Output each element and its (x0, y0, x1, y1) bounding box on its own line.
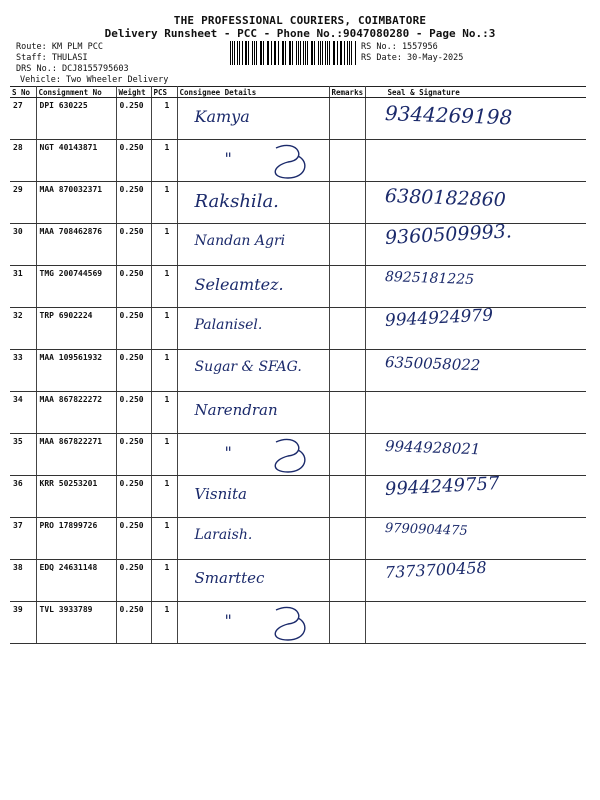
cell-pcs (151, 140, 177, 182)
barcode-bar (307, 41, 308, 65)
barcode-bar (230, 41, 231, 65)
signature-handwriting: 6350058022 (384, 353, 481, 375)
barcode-bar (347, 41, 348, 65)
cell-remarks (329, 98, 365, 140)
cell-consignee (177, 98, 329, 140)
cell-remarks (329, 308, 365, 350)
cell-consignee (177, 350, 329, 392)
table-row (10, 476, 586, 518)
col-pcs-header: PCS (151, 87, 177, 98)
cell-remarks (329, 224, 365, 266)
consignee-handwriting: Narendran (194, 401, 278, 419)
rs-number: RS No.: 1557956 (361, 42, 438, 52)
cell-signature (365, 98, 586, 140)
pcs-value: 1 (164, 479, 170, 488)
cell-pcs (151, 266, 177, 308)
barcode-bar (268, 41, 269, 65)
cell-signature (365, 392, 586, 434)
barcode-bar (263, 41, 264, 65)
drs-number: DRS No.: DCJ8155795603 (16, 64, 129, 74)
cell-consignee (177, 560, 329, 602)
cell-signature (365, 602, 586, 644)
scribble-stroke (275, 439, 305, 472)
cell-consignee (177, 266, 329, 308)
cell-consignee (177, 392, 329, 434)
table-row (10, 602, 586, 644)
pcs-value: 1 (164, 101, 170, 110)
cell-weight: 0.250 (116, 476, 151, 518)
consignee-handwriting: Sugar & SFAG. (194, 359, 302, 375)
cell-consignment-no: MAA 867822272 (36, 392, 116, 434)
cell-sno: 39 (10, 602, 36, 644)
cell-consignment-no: MAA 867822271 (36, 434, 116, 476)
cell-signature (365, 140, 586, 182)
cell-consignment-no: TMG 200744569 (36, 266, 116, 308)
cell-remarks (329, 434, 365, 476)
route-label: Route: KM PLM PCC (16, 42, 103, 52)
pcs-value: 1 (164, 269, 170, 278)
barcode-bar (237, 41, 238, 65)
consignee-handwriting: " (224, 149, 232, 168)
barcode-bar (298, 41, 299, 65)
barcode-bar (252, 41, 253, 65)
barcode-bar (292, 41, 293, 65)
scribble-stroke (275, 607, 305, 640)
barcode-bar (278, 41, 279, 65)
table-row (10, 224, 586, 266)
table-row (10, 434, 586, 476)
cell-pcs (151, 98, 177, 140)
cell-pcs (151, 476, 177, 518)
consignee-handwriting: Palanisel. (194, 317, 263, 333)
barcode-bar (248, 41, 249, 65)
table-row (10, 308, 586, 350)
cell-remarks (329, 140, 365, 182)
cell-sno: 30 (10, 224, 36, 266)
table-row (10, 182, 586, 224)
barcode-bar (285, 41, 286, 65)
cell-consignee (177, 182, 329, 224)
cell-pcs (151, 434, 177, 476)
signature-handwriting: 9944249757 (383, 473, 500, 500)
scribble-mark (258, 436, 318, 476)
cell-weight: 0.250 (116, 518, 151, 560)
cell-sno: 32 (10, 308, 36, 350)
cell-remarks (329, 602, 365, 644)
pcs-value: 1 (164, 437, 170, 446)
cell-sno: 29 (10, 182, 36, 224)
cell-consignment-no: PRO 17899726 (36, 518, 116, 560)
signature-handwriting: 9344269198 (384, 101, 513, 130)
signature-handwriting: 9944924979 (383, 305, 494, 331)
company-title: THE PROFESSIONAL COURIERS, COIMBATORE (173, 14, 427, 27)
pcs-value: 1 (164, 185, 170, 194)
pcs-value: 1 (164, 395, 170, 404)
cell-consignee (177, 476, 329, 518)
cell-pcs (151, 224, 177, 266)
scribble-mark (258, 142, 318, 182)
barcode-bar (318, 41, 319, 65)
table-header-row (10, 87, 586, 98)
cell-consignment-no: TRP 6902224 (36, 308, 116, 350)
consignee-handwriting: Laraish. (194, 527, 253, 543)
signature-handwriting: 9790904475 (384, 521, 468, 539)
scribble-stroke (275, 145, 305, 178)
barcode (230, 41, 356, 65)
cell-consignee (177, 224, 329, 266)
cell-sno: 34 (10, 392, 36, 434)
barcode-bar (239, 41, 240, 65)
col-signature-header: Seal & Signature (365, 87, 586, 98)
signature-handwriting: 9360509993. (383, 220, 512, 249)
cell-sno: 28 (10, 140, 36, 182)
cell-pcs (151, 350, 177, 392)
barcode-bar (305, 41, 306, 65)
consignee-handwriting: Smarttec (194, 569, 265, 587)
runsheet-table (10, 86, 586, 644)
cell-consignment-no: DPI 630225 (36, 98, 116, 140)
cell-remarks (329, 518, 365, 560)
consignee-handwriting: Nandan Agri (194, 233, 286, 249)
pcs-value: 1 (164, 353, 170, 362)
signature-handwriting: 9944928021 (384, 437, 481, 459)
barcode-bar (334, 41, 335, 65)
cell-weight: 0.250 (116, 266, 151, 308)
cell-consignment-no: KRR 50253201 (36, 476, 116, 518)
cell-consignee (177, 140, 329, 182)
pcs-value: 1 (164, 143, 170, 152)
cell-weight: 0.250 (116, 350, 151, 392)
cell-consignee (177, 308, 329, 350)
cell-weight: 0.250 (116, 560, 151, 602)
col-consignment-header: Consignment No (36, 87, 116, 98)
signature-handwriting: 8925181225 (384, 269, 474, 289)
cell-pcs (151, 602, 177, 644)
table-row (10, 140, 586, 182)
cell-signature (365, 473, 586, 518)
table-row (10, 560, 586, 602)
consignee-handwriting: Rakshila. (194, 191, 279, 212)
consignee-handwriting: " (224, 443, 232, 462)
cell-remarks (329, 266, 365, 308)
cell-remarks (329, 476, 365, 518)
cell-remarks (329, 560, 365, 602)
cell-consignee (177, 518, 329, 560)
cell-sno: 31 (10, 266, 36, 308)
cell-pcs (151, 518, 177, 560)
staff-label: Staff: THULASI (16, 53, 88, 63)
cell-sno: 37 (10, 518, 36, 560)
cell-remarks (329, 350, 365, 392)
cell-weight: 0.250 (116, 182, 151, 224)
cell-sno: 27 (10, 98, 36, 140)
pcs-value: 1 (164, 605, 170, 614)
table-row (10, 518, 586, 560)
cell-pcs (151, 308, 177, 350)
cell-weight: 0.250 (116, 140, 151, 182)
cell-consignee (177, 602, 329, 644)
consignee-handwriting: " (224, 611, 232, 630)
cell-signature (365, 557, 586, 602)
cell-consignment-no: MAA 109561932 (36, 350, 116, 392)
pcs-value: 1 (164, 563, 170, 572)
cell-pcs (151, 182, 177, 224)
cell-signature (365, 350, 586, 392)
cell-sno: 33 (10, 350, 36, 392)
signature-handwriting: 6380182860 (384, 185, 506, 212)
cell-weight: 0.250 (116, 392, 151, 434)
cell-weight: 0.250 (116, 98, 151, 140)
cell-sno: 38 (10, 560, 36, 602)
barcode-bar (275, 41, 276, 65)
col-sno-header: S No (10, 87, 36, 98)
rs-date: RS Date: 30-May-2025 (361, 53, 464, 63)
cell-remarks (329, 182, 365, 224)
barcode-bar (256, 41, 257, 65)
barcode-bar (322, 41, 323, 65)
cell-weight: 0.250 (116, 224, 151, 266)
cell-signature (365, 305, 586, 350)
cell-weight: 0.250 (116, 308, 151, 350)
table-row (10, 350, 586, 392)
cell-weight: 0.250 (116, 602, 151, 644)
signature-handwriting: 7373700458 (384, 557, 487, 582)
cell-consignment-no: MAA 870032371 (36, 182, 116, 224)
vehicle-label: Vehicle: Two Wheeler Delivery (20, 75, 169, 85)
cell-consignment-no: TVL 3933789 (36, 602, 116, 644)
cell-sno: 36 (10, 476, 36, 518)
consignee-handwriting: Seleamtez. (194, 275, 284, 294)
cell-consignee (177, 434, 329, 476)
cell-pcs (151, 392, 177, 434)
barcode-bar (329, 41, 330, 65)
col-consignee-header: Consignee Details (177, 87, 329, 98)
cell-weight: 0.250 (116, 434, 151, 476)
scribble-mark (258, 604, 318, 644)
consignee-handwriting: Visnita (194, 485, 247, 503)
col-weight-header: Weight (116, 87, 151, 98)
pcs-value: 1 (164, 311, 170, 320)
col-remarks-header: Remarks (329, 87, 365, 98)
cell-consignment-no: EDQ 24631148 (36, 560, 116, 602)
cell-consignment-no: MAA 708462876 (36, 224, 116, 266)
cell-remarks (329, 392, 365, 434)
runsheet-subtitle: Delivery Runsheet - PCC - Phone No.:9047080280 - Page No.:3 (104, 27, 496, 40)
table-row (10, 266, 586, 308)
barcode-bar (341, 41, 342, 65)
consignee-handwriting: Kamya (194, 107, 250, 126)
pcs-value: 1 (164, 227, 170, 236)
pcs-value: 1 (164, 521, 170, 530)
table-row (10, 98, 586, 140)
cell-signature (365, 220, 586, 266)
cell-sno: 35 (10, 434, 36, 476)
table-row (10, 392, 586, 434)
barcode-bar (349, 41, 350, 65)
cell-consignment-no: NGT 40143871 (36, 140, 116, 182)
cell-pcs (151, 560, 177, 602)
